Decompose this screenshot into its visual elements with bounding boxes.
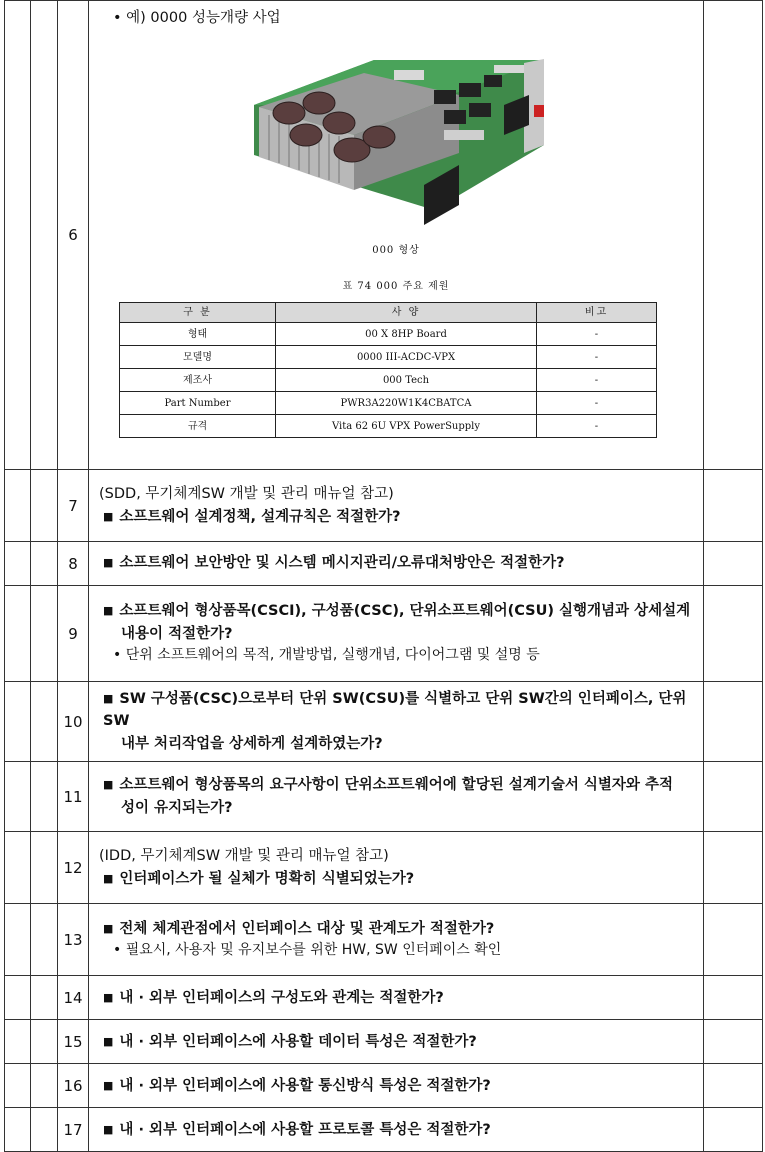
table-row [5, 762, 763, 832]
check-question: ■ 인터페이스가 될 실체가 명확히 식별되었는가? [103, 870, 415, 887]
spec-row [120, 346, 657, 369]
table-row [5, 1, 763, 470]
spec-cell: Vita 62 6U VPX PowerSupply [276, 415, 537, 438]
spec-cell: 규격 [120, 415, 276, 438]
table-row [5, 586, 763, 682]
row-number: 6 [58, 1, 89, 470]
power-supply-board-photo [244, 35, 564, 235]
spec-cell: 00 X 8HP Board [276, 323, 537, 346]
spec-cell: 형태 [120, 323, 276, 346]
spec-cell: 000 Tech [276, 369, 537, 392]
check-question: ■ 내 · 외부 인터페이스에 사용할 통신방식 특성은 적절한가? [103, 1077, 491, 1094]
spec-header-spec: 사 양 [276, 303, 537, 323]
spec-cell: - [537, 346, 657, 369]
figure-caption: 000 형상 [372, 245, 420, 257]
bullet-square-icon: ■ [103, 778, 114, 792]
reference-note: (IDD, 무기체계SW 개발 및 관리 매뉴얼 참고) [99, 848, 389, 865]
check-question-continued: 내용이 적절한가? [121, 625, 233, 642]
spec-table [119, 302, 657, 438]
table-row [5, 1020, 763, 1064]
row-number: 10 [58, 682, 89, 762]
spec-header-category: 구 분 [120, 303, 276, 323]
table-row [5, 1064, 763, 1108]
table-row [5, 542, 763, 586]
row-number: 15 [58, 1020, 89, 1064]
row-number: 17 [58, 1108, 89, 1152]
reference-note: (SDD, 무기체계SW 개발 및 관리 매뉴얼 참고) [99, 486, 394, 503]
spec-cell: - [537, 369, 657, 392]
spec-row [120, 392, 657, 415]
spec-cell: 0000 III-ACDC-VPX [276, 346, 537, 369]
spec-cell: - [537, 415, 657, 438]
spec-header-row [120, 303, 657, 323]
row-number: 14 [58, 976, 89, 1020]
bullet-square-icon: ■ [103, 990, 114, 1004]
sub-note: • 단위 소프트웨어의 목적, 개발방법, 실행개념, 다이어그램 및 설명 등 [113, 647, 540, 664]
table-row [5, 904, 763, 976]
check-question: ■ 내 · 외부 인터페이스의 구성도와 관계는 적절한가? [103, 989, 444, 1006]
row-number: 9 [58, 586, 89, 682]
bullet-square-icon: ■ [103, 921, 114, 935]
check-question: ■ SW 구성품(CSC)으로부터 단위 SW(CSU)를 식별하고 단위 SW간의 인터페이스, 단위 SW [103, 691, 687, 730]
example-title: • 예) 0000 성능개량 사업 [113, 10, 281, 26]
bullet-square-icon: ■ [103, 509, 114, 523]
bullet-square-icon: ■ [103, 1078, 114, 1092]
row-number: 11 [58, 762, 89, 832]
checklist-table [4, 0, 763, 1152]
check-question: ■ 전체 체계관점에서 인터페이스 대상 및 관계도가 적절한가? [103, 920, 495, 937]
bullet-square-icon: ■ [103, 692, 114, 705]
row-number: 13 [58, 904, 89, 976]
row-number: 12 [58, 832, 89, 904]
check-question-continued: 내부 처리작업을 상세하게 설계하였는가? [121, 735, 383, 752]
spec-cell: 제조사 [120, 369, 276, 392]
bullet-square-icon: ■ [103, 604, 114, 618]
spec-header-remark: 비고 [537, 303, 657, 323]
check-question: ■ 내 · 외부 인터페이스에 사용할 프로토콜 특성은 적절한가? [103, 1121, 491, 1138]
row-number: 7 [58, 470, 89, 542]
check-question: ■ 내 · 외부 인터페이스에 사용할 데이터 특성은 적절한가? [103, 1033, 477, 1050]
bullet-square-icon: ■ [103, 556, 114, 570]
spec-row [120, 323, 657, 346]
spec-cell: PWR3A220W1K4CBATCA [276, 392, 537, 415]
check-question-continued: 성이 유지되는가? [121, 799, 233, 816]
spec-cell: - [537, 323, 657, 346]
spec-cell: 모델명 [120, 346, 276, 369]
row-number: 16 [58, 1064, 89, 1108]
sub-note: • 필요시, 사용자 및 유지보수를 위한 HW, SW 인터페이스 확인 [113, 942, 502, 959]
table-row [5, 470, 763, 542]
spec-row [120, 369, 657, 392]
spec-cell: - [537, 392, 657, 415]
check-question: ■ 소프트웨어 설계정책, 설계규칙은 적절한가? [103, 508, 401, 525]
bullet-square-icon: ■ [103, 1122, 114, 1136]
table-row [5, 682, 763, 762]
table-row [5, 832, 763, 904]
check-question: ■ 소프트웨어 형상품목(CSCI), 구성품(CSC), 단위소프트웨어(CSU) 실행개념과 상세설계 [103, 603, 691, 620]
bullet-square-icon: ■ [103, 871, 114, 885]
table-caption: 표 74 000 주요 제원 [342, 280, 450, 292]
board-image [244, 35, 564, 235]
spec-cell: Part Number [120, 392, 276, 415]
check-question: ■ 소프트웨어 보안방안 및 시스템 메시지관리/오류대처방안은 적절한가? [103, 555, 565, 572]
bullet-square-icon: ■ [103, 1034, 114, 1048]
spec-row [120, 415, 657, 438]
row-number: 8 [58, 542, 89, 586]
table-row [5, 976, 763, 1020]
table-row [5, 1108, 763, 1152]
check-question: ■ 소프트웨어 형상품목의 요구사항이 단위소프트웨어에 할당된 설계기술서 식별자와 추적 [103, 777, 673, 794]
